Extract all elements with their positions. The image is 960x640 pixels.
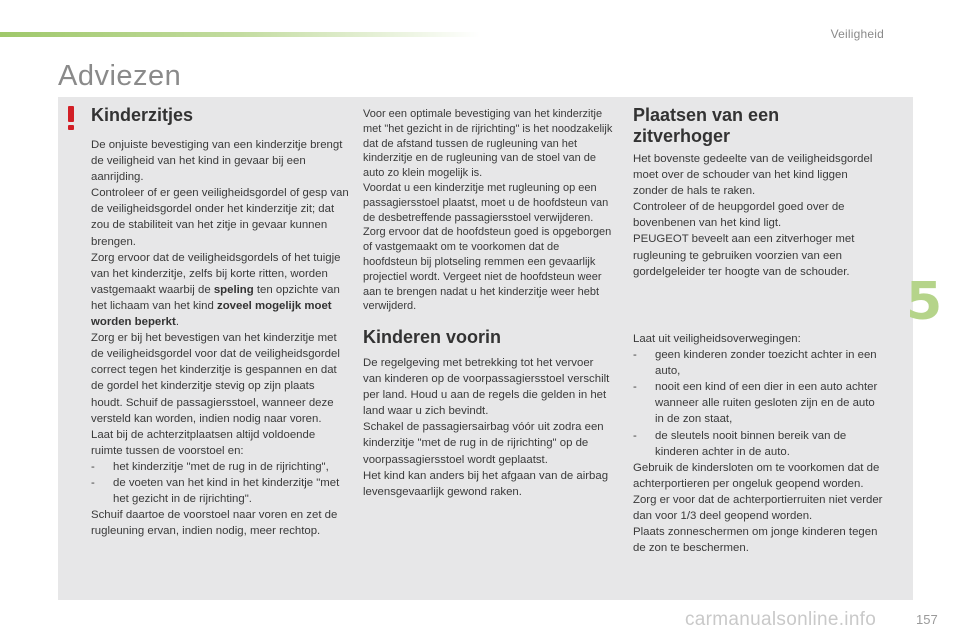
list-item: - geen kinderen zonder toezicht achter in een auto, [633, 349, 877, 378]
column2-text-bottom [363, 355, 613, 500]
chapter-number: 5 [906, 272, 943, 332]
column1-text [91, 137, 349, 539]
paragraph: Laat bij de achterzitplaatsen altijd voldoende ruimte tussen de voorstoel en: [91, 428, 316, 457]
paragraph: Laat uit veiligheidsoverwegingen: [633, 333, 801, 345]
list-item: - het kinderzitje "met de rug in de rijrichting", [91, 460, 329, 473]
watermark: carmanualsonline.info [685, 609, 877, 630]
paragraph: Zorg ervoor dat de veiligheidsgordels of het tuigje van het kinderzitje, zelfs bij korte ritten, worden vastgemaakt waarbij de speling ten opzichte van het lichaam van het kind zoveel mogelijk moet worden beperkt. [91, 251, 341, 329]
heading-kinderzitjes: Kinderzitjes [91, 105, 194, 125]
emphasis: zoveel mogelijk moet worden beperkt [91, 299, 332, 329]
page-number: 157 [916, 612, 938, 627]
section-label: Veiligheid [830, 27, 884, 41]
column2-text-top [363, 107, 613, 314]
paragraph: Schakel de passagiersairbag vóór uit zodra een kinderzitje "met de rug in de rijrichting" op de voorpassagiersstoel wordt geplaatst. [363, 421, 604, 466]
paragraph: Voordat u een kinderzitje met rugleuning op een passagiersstoel plaatst, moet u de hoofdsteun van de desbetreffende passagiersstoel verwijderen. [363, 181, 609, 224]
warning-exclamation-icon [66, 106, 76, 130]
paragraph: Het kind kan anders bij het afgaan van de airbag levensgevaarlijk gewond raken. [363, 469, 609, 498]
paragraph: Plaats zonneschermen om jonge kinderen tegen de zon te beschermen. [633, 526, 878, 555]
list-item: - de sleutels nooit binnen bereik van de kinderen achter in de auto. [633, 429, 847, 458]
column3-text-top [633, 151, 883, 280]
paragraph: Voor een optimale bevestiging van het kinderzitje met "het gezicht in de rijrichting" is het noodzakelijk dat de afstand tussen de rugleuning van het kinderzitje en de rugleuning van de stoel van de auto zo klein mogelijk is. [363, 108, 613, 180]
list-item: - de voeten van het kind in het kinderzitje "met het gezicht in de rijrichting". [91, 476, 340, 506]
column3-text-bottom [633, 331, 883, 556]
paragraph: PEUGEOT beveelt aan een zitverhoger met rugleuning te gebruiken voorzien van een gordelgeleider ter hoogte van de schouder. [633, 233, 855, 278]
list-item: - nooit een kind of een dier in een auto achter wanneer alle ruiten gesloten zijn en de auto in de zon staat, [633, 381, 878, 426]
paragraph: Schuif daartoe de voorstoel naar voren en zet de rugleuning ervan, indien nodig, meer rechtop. [91, 509, 338, 538]
paragraph: Gebruik de kindersloten om te voorkomen dat de achterportieren per ongeluk geopend worden. [633, 461, 880, 490]
paragraph: Zorg er voor dat de achterportierruiten niet verder dan voor 1/3 deel geopend worden. [633, 493, 883, 523]
paragraph: Zorg ervoor dat de hoofdsteun goed is opgeborgen of vastgemaakt om te voorkomen dat de hoofdsteun bij plotseling remmen een gevaarlijk projectiel wordt. Vergeet niet de hoofdsteun weer aan te brengen nadat u het kinderzitje weer hebt verwijderd. [363, 226, 612, 313]
paragraph: Controleer of er geen veiligheidsgordel of gesp van de veiligheidsgordel onder het kinderzitje zit; dat zou de stabiliteit van het zitje in gevaar kunnen brengen. [91, 187, 349, 248]
paragraph: Het bovenste gedeelte van de veiligheidsgordel moet over de schouder van het kind liggen zonder de hals te raken. [633, 153, 873, 198]
paragraph: De onjuiste bevestiging van een kinderzitje brengt de veiligheid van het kind in gevaar bij een aanrijding. [91, 139, 343, 184]
top-accent-bar [0, 32, 480, 37]
page-title: Adviezen [58, 60, 182, 92]
paragraph: Zorg er bij het bevestigen van het kinderzitje met de veiligheidsgordel voor dat de veiligheidsgordel correct tegen het kinderzitje is gespannen en dat de gordel het kinderzitje stevig op zijn plaats houdt. Schuif de passagiersstoel, wanneer deze versteld kan worden, indien nodig naar voren. [91, 332, 340, 425]
heading-zitverhoger: Plaatsen van een zitverhoger [633, 105, 780, 146]
paragraph: De regelgeving met betrekking tot het vervoer van kinderen op de voorpassagiersstoel verschilt per land. Houd u aan de regels die gelden in het land waar u zich bevindt. [363, 357, 610, 418]
heading-kinderen-voorin: Kinderen voorin [363, 327, 502, 347]
emphasis: speling [213, 283, 254, 296]
paragraph: Controleer of de heupgordel goed over de bovenbenen van het kind ligt. [633, 201, 845, 230]
